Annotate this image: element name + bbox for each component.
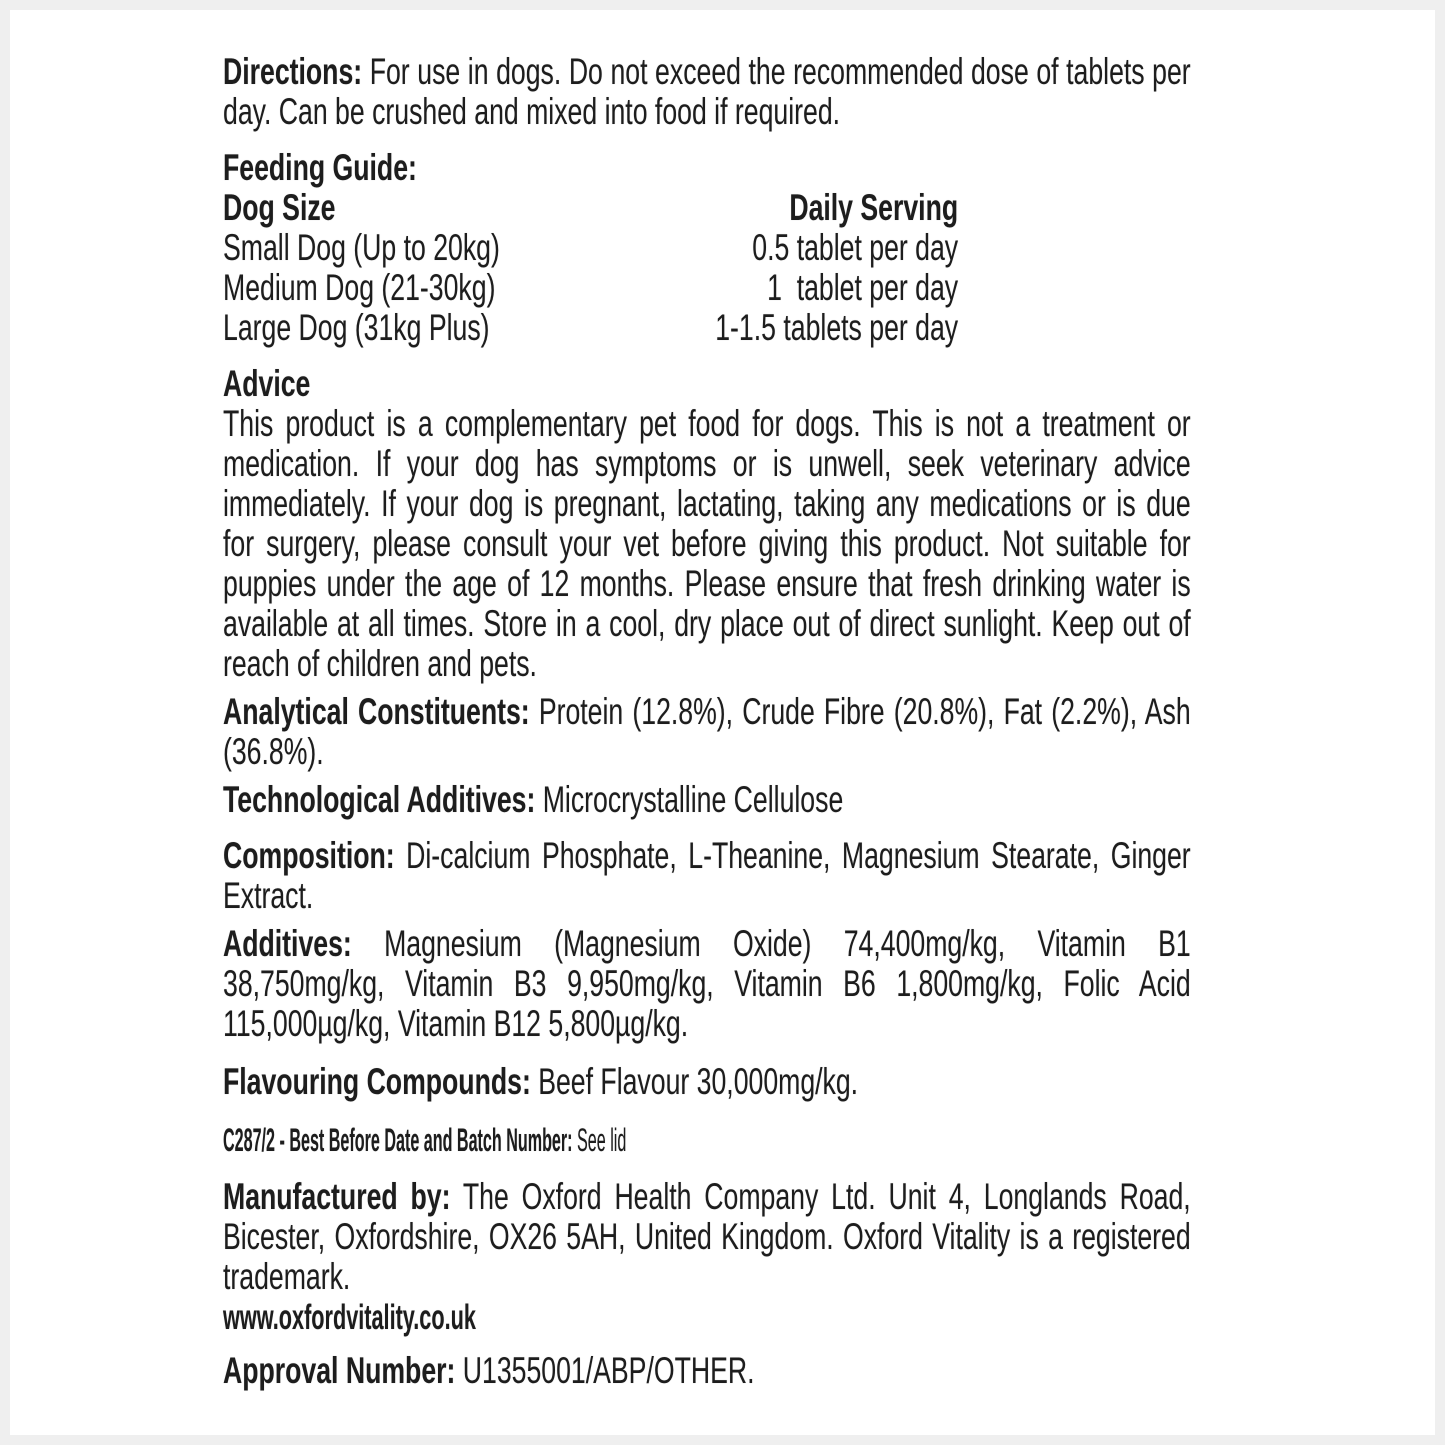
approval-number-label: Approval Number: <box>223 1350 456 1391</box>
feeding-row-small-dog <box>223 228 958 268</box>
section-directions <box>223 52 1191 132</box>
advice-heading: Advice <box>223 363 311 404</box>
advice-text: This product is a complementary pet food for dogs. This is not a treatment or medication. If your dog has symptoms or is unwell, seek veterinary advice immediately. If your dog is pregnant, lactating, taking any medications or is due for surgery, please consult your vet before giving this product. Not suitable for puppies under the age of 12 months. Please ensure that fresh drinking water is available at all times. Store in a cool, dry place out of direct sunlight. Keep out of reach of children and pets. <box>223 403 1191 684</box>
website-line <box>223 1297 1191 1338</box>
serving-cell: 1 tablet per day <box>767 267 959 308</box>
column-dog-size: Dog Size <box>223 187 336 228</box>
directions-text: For use in dogs. Do not exceed the recommended dose of tablets per day. Can be crushed and mixed into food if required. <box>223 51 1191 132</box>
composition-label: Composition: <box>223 835 395 876</box>
section-analytical-constituents <box>223 692 1191 772</box>
composition-text: Di-calcium Phosphate, L-Theanine, Magnesium Stearate, Ginger Extract. <box>223 835 1191 916</box>
feeding-guide-header-row <box>223 188 958 228</box>
batch-number-text: See lid <box>577 1122 627 1158</box>
label-content <box>223 52 1191 1391</box>
dog-size-cell: Small Dog (Up to 20kg) <box>223 227 500 268</box>
batch-number-label: C287/2 - Best Before Date and Batch Number: <box>223 1122 573 1158</box>
approval-number-text: U1355001/ABP/OTHER. <box>462 1350 755 1391</box>
section-additives <box>223 924 1191 1044</box>
batch-number-line <box>223 1120 626 1160</box>
section-feeding-guide <box>223 148 1191 348</box>
analytical-constituents-text: Protein (12.8%), Crude Fibre (20.8%), Fat (2.2%), Ash (36.8%). <box>223 691 1191 772</box>
flavouring-compounds-label: Flavouring Compounds: <box>223 1061 531 1102</box>
section-flavouring-compounds <box>223 1062 1191 1102</box>
website-url: www.oxfordvitality.co.uk <box>223 1298 476 1337</box>
section-advice <box>223 364 1191 684</box>
serving-cell: 0.5 tablet per day <box>752 227 959 268</box>
section-approval-number <box>223 1351 1191 1391</box>
section-manufactured-by <box>223 1177 1191 1338</box>
feeding-guide-heading: Feeding Guide: <box>223 147 417 188</box>
section-technological-additives <box>223 780 1191 820</box>
label-page <box>10 10 1435 1435</box>
additives-label: Additives: <box>223 923 352 964</box>
feeding-row-medium-dog <box>223 268 958 308</box>
analytical-constituents-label: Analytical Constituents: <box>223 691 530 732</box>
directions-label: Directions: <box>223 51 363 92</box>
manufactured-by-paragraph <box>223 1177 1191 1297</box>
technological-additives-label: Technological Additives: <box>223 779 536 820</box>
manufactured-by-label: Manufactured by: <box>223 1176 451 1217</box>
manufactured-by-text: The Oxford Health Company Ltd. Unit 4, Longlands Road, Bicester, Oxfordshire, OX26 5AH, United Kingdom. Oxford Vitality is a registered trademark. <box>223 1176 1191 1297</box>
column-daily-serving: Daily Serving <box>789 187 959 228</box>
dog-size-cell: Large Dog (31kg Plus) <box>223 307 490 348</box>
serving-cell: 1-1.5 tablets per day <box>715 307 959 348</box>
additives-text: Magnesium (Magnesium Oxide) 74,400mg/kg, Vitamin B1 38,750mg/kg, Vitamin B3 9,950mg/kg, Vitamin B6 1,800mg/kg, Folic Acid 115,000µg/kg, Vitamin B12 5,800µg/kg. <box>223 923 1191 1044</box>
technological-additives-text: Microcrystalline Cellulose <box>542 779 844 820</box>
feeding-guide-table <box>223 188 958 348</box>
flavouring-compounds-text: Beef Flavour 30,000mg/kg. <box>538 1061 859 1102</box>
section-composition <box>223 836 1191 916</box>
dog-size-cell: Medium Dog (21-30kg) <box>223 267 496 308</box>
section-batch-number <box>223 1119 1191 1160</box>
feeding-row-large-dog <box>223 308 958 348</box>
